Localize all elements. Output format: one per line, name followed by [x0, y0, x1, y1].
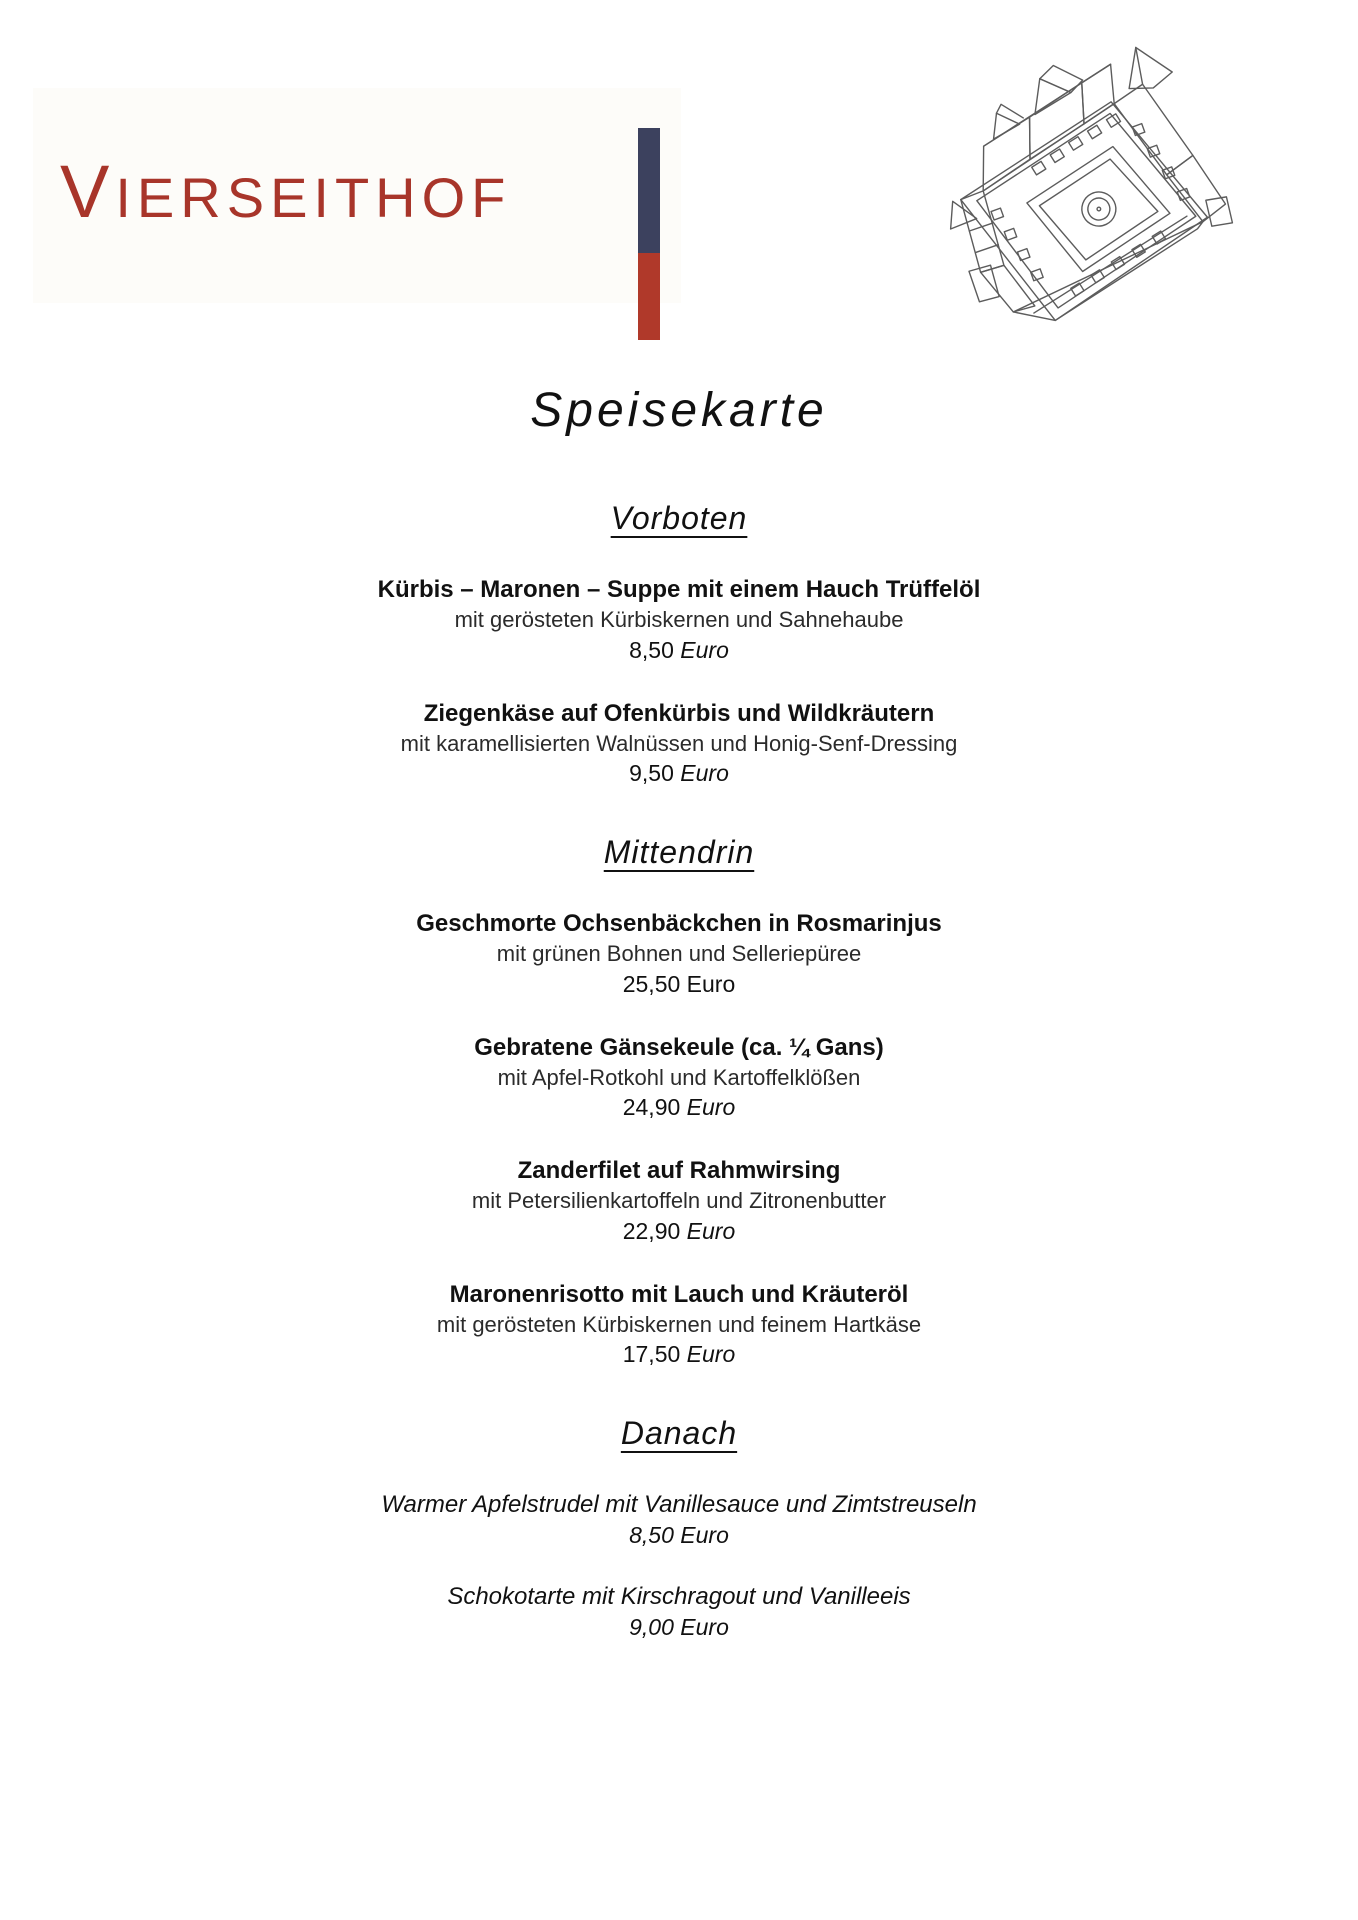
vierseithof-building-illustration-icon — [905, 28, 1265, 378]
menu-item — [0, 909, 1358, 999]
menu-item-name: Zanderfilet auf Rahmwirsing — [517, 1157, 841, 1185]
menu-item-price-currency: Euro — [680, 1522, 729, 1549]
menu-item-price — [0, 759, 1358, 788]
menu-item-price — [0, 970, 1358, 999]
menu-section-danach — [0, 1415, 1358, 1642]
menu-item-price-amount: 8,50 — [629, 636, 674, 663]
menu-item-price — [0, 636, 1358, 665]
brand-accent-bar-navy-segment — [638, 128, 660, 253]
menu-item-price-amount: 8,50 — [629, 1522, 674, 1549]
menu-item-price-currency: Euro — [680, 760, 729, 787]
menu-item-name: Warmer Apfelstrudel mit Vanillesauce und Zimtstreuseln — [381, 1491, 977, 1519]
menu-header — [0, 0, 1358, 400]
menu-item-description: mit karamellisierten Walnüssen und Honig-Senf-Dressing — [400, 730, 958, 756]
menu-item-price — [0, 1340, 1358, 1369]
menu-item-name: Maronenrisotto mit Lauch und Kräuteröl — [449, 1280, 909, 1308]
menu-item-name: Geschmorte Ochsenbäckchen in Rosmarinjus — [416, 910, 942, 938]
menu-section-mittendrin — [0, 834, 1358, 1369]
brand-wordmark-initial: V — [60, 150, 116, 233]
menu-item-price — [0, 1613, 1358, 1642]
menu-item-name: Gebratene Gänsekeule (ca. ¼ Gans) — [474, 1033, 884, 1061]
menu-item-price — [0, 1093, 1358, 1122]
menu-item-description: mit gerösteten Kürbiskernen und feinem Hartkäse — [436, 1311, 922, 1337]
menu-item-price-currency: Euro — [686, 1217, 736, 1244]
page-title: Speisekarte — [530, 384, 828, 437]
menu-item-price-amount: 9,50 — [629, 760, 674, 787]
menu-item-name: Kürbis – Maronen – Suppe mit einem Hauch Trüffelöl — [377, 576, 981, 603]
menu-item-price — [0, 1521, 1358, 1550]
menu-item-description: mit Apfel-Rotkohl und Kartoffelklößen — [497, 1064, 861, 1090]
menu-item-price-currency: Euro — [686, 1341, 736, 1368]
menu-sections — [0, 500, 1358, 1680]
brand-wordmark — [60, 150, 512, 233]
menu-item-description: mit Petersilienkartoffeln und Zitronenbutter — [471, 1188, 887, 1214]
brand-accent-bar-red-segment — [638, 253, 660, 340]
menu-item-price-currency: Euro — [680, 636, 729, 663]
menu-item-name: Ziegenkäse auf Ofenkürbis und Wildkräutern — [423, 699, 935, 727]
section-heading-danach: Danach — [620, 1415, 738, 1452]
menu-item-price-amount: 25,50 — [622, 970, 681, 997]
menu-item-price-amount: 22,90 — [622, 1217, 681, 1244]
menu-item — [0, 575, 1358, 665]
section-heading-mittendrin: Mittendrin — [603, 834, 755, 871]
menu-item-price-amount: 17,50 — [622, 1341, 681, 1368]
menu-item-name: Schokotarte mit Kirschragout und Vanilleeis — [447, 1583, 911, 1611]
menu-item — [0, 699, 1358, 789]
menu-item — [0, 1582, 1358, 1642]
menu-item-price-amount: 24,90 — [622, 1094, 681, 1121]
menu-item — [0, 1490, 1358, 1550]
menu-item-price — [0, 1217, 1358, 1246]
brand-wordmark-rest: IERSEITHOF — [115, 166, 512, 229]
brand-accent-bar — [638, 128, 660, 340]
menu-item-price-amount: 9,00 — [629, 1614, 674, 1641]
menu-item-price-currency: Euro — [686, 1094, 736, 1121]
menu-item-description: mit grünen Bohnen und Selleriepüree — [496, 941, 862, 967]
menu-item — [0, 1156, 1358, 1246]
menu-item-price-currency: Euro — [686, 970, 736, 997]
section-heading-vorboten: Vorboten — [610, 500, 748, 536]
menu-item — [0, 1033, 1358, 1123]
menu-item-price-currency: Euro — [680, 1614, 729, 1641]
menu-section-vorboten — [0, 500, 1358, 788]
menu-item — [0, 1280, 1358, 1370]
menu-item-description: mit gerösteten Kürbiskernen und Sahnehaube — [454, 607, 904, 633]
